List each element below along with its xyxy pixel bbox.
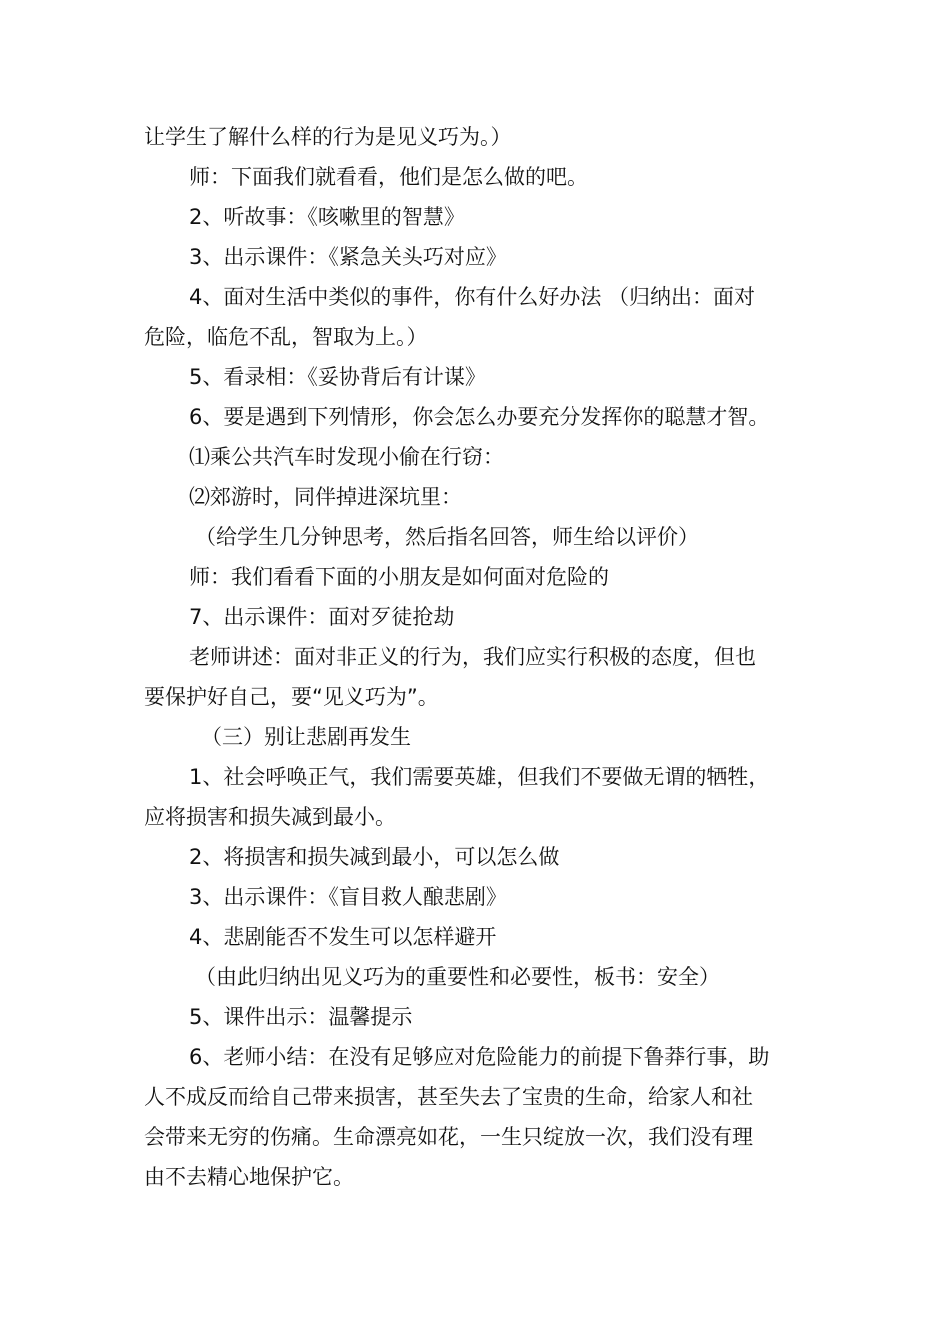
text-line: 7、出示课件：面对歹徒抢劫 [189, 605, 455, 629]
text-line: 人不成反而给自己带来损害，甚至失去了宝贵的生命，给家人和社 [144, 1085, 753, 1109]
text-line: 6、老师小结：在没有足够应对危险能力的前提下鲁莽行事，助 [189, 1045, 770, 1069]
text-line: （给学生几分钟思考，然后指名回答，师生给以评价） [195, 525, 699, 549]
text-line: 会带来无穷的伤痛。生命漂亮如花，一生只绽放一次，我们没有理 [144, 1125, 753, 1149]
text-line: 3、出示课件：《盲目救人酿悲剧》 [189, 885, 507, 909]
text-line: 2、将损害和损失减到最小，可以怎么做 [189, 845, 560, 869]
text-line: 老师讲述：面对非正义的行为，我们应实行积极的态度，但也 [189, 645, 756, 669]
text-line: 5、看录相：《妥协背后有计谋》 [189, 365, 486, 389]
text-line: 6、要是遇到下列情形，你会怎么办要充分发挥你的聪慧才智。 [189, 405, 770, 429]
text-line: 师：下面我们就看看，他们是怎么做的吧。 [189, 165, 588, 189]
text-line: 应将损害和损失减到最小。 [144, 805, 396, 829]
text-line: 2、听故事：《咳嗽里的智慧》 [189, 205, 465, 229]
text-line: 3、出示课件：《紧急关头巧对应》 [189, 245, 507, 269]
text-line: ⑵郊游时，同伴掉进深坑里： [189, 485, 462, 509]
section-heading: （三）别让悲剧再发生 [201, 725, 411, 749]
text-line: 危险，临危不乱，智取为上。） [144, 325, 428, 349]
text-line: 由不去精心地保护它。 [144, 1165, 354, 1189]
text-line: 4、悲剧能否不发生可以怎样避开 [189, 925, 497, 949]
text-line: ⑴乘公共汽车时发现小偷在行窃： [189, 445, 504, 469]
text-line: 4、面对生活中类似的事件，你有什么好办法 （归纳出：面对 [189, 285, 756, 309]
text-line: （由此归纳出见义巧为的重要性和必要性，板书：安全） [195, 965, 720, 989]
text-line: 让学生了解什么样的行为是见义巧为。） [144, 125, 512, 149]
text-line: 师：我们看看下面的小朋友是如何面对危险的 [189, 565, 609, 589]
document-body [144, 117, 814, 1197]
text-line: 5、课件出示：温馨提示 [189, 1005, 413, 1029]
text-line: 要保护好自己，要“见义巧为”。 [144, 685, 439, 709]
text-line: 1、社会呼唤正气，我们需要英雄，但我们不要做无谓的牺牲， [189, 765, 770, 789]
